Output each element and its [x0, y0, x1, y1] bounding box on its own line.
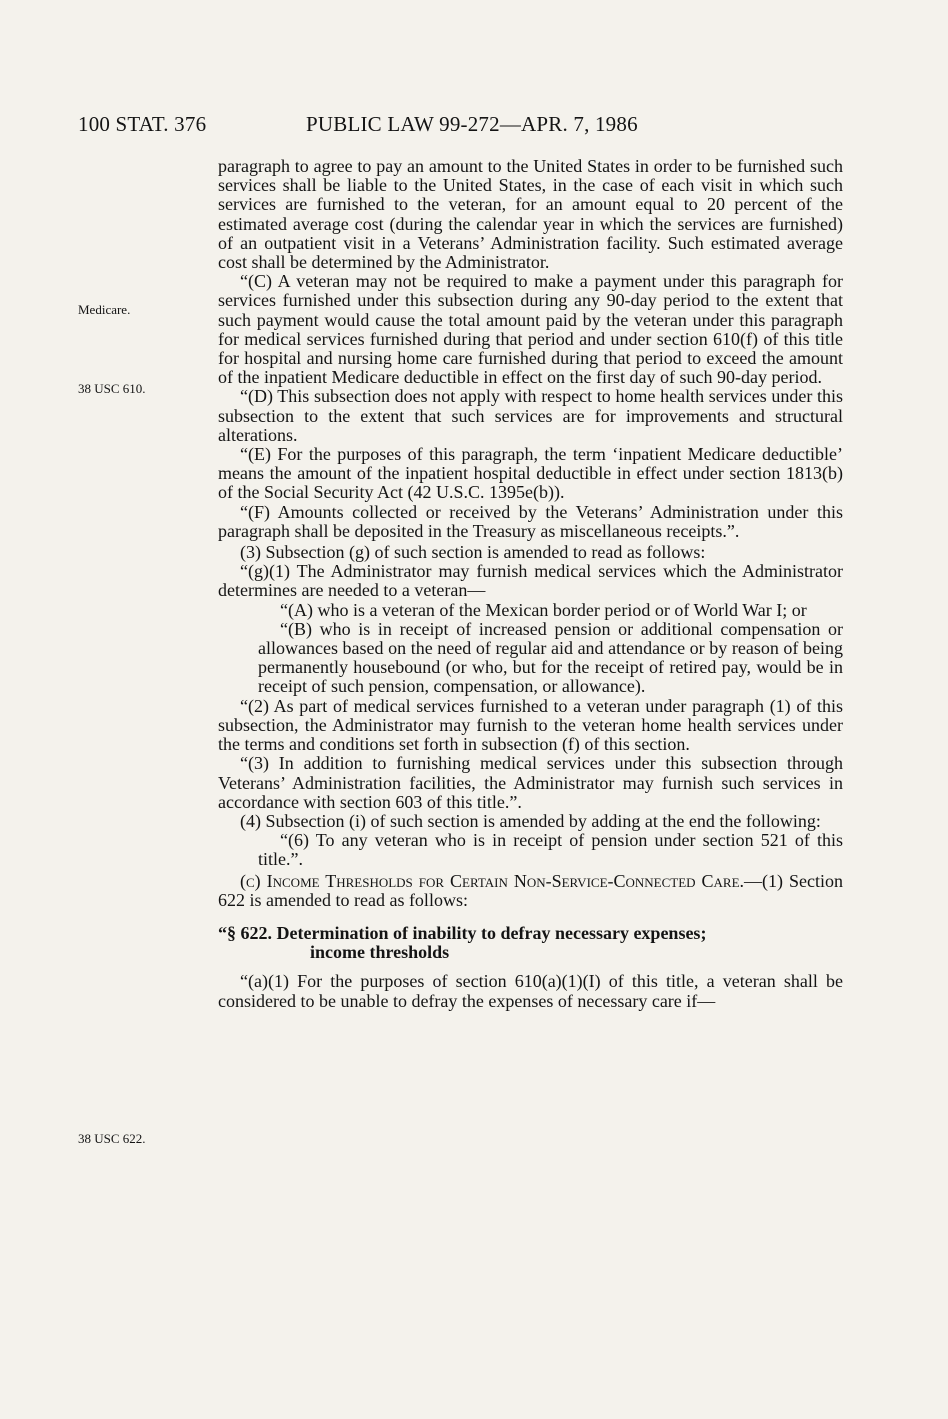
- paragraph: paragraph to agree to pay an amount to the United States in order to be furnished such services shall be liable to the United States, in the case of each visit in which such services are furnished to the veteran, for an amount equal to 20 percent of the estimated average cost (during the calendar year in which the services are furnished) of an outpatient visit in a Veterans’ Administration facility. Such estimated average cost shall be determined by the Administrator.: [218, 156, 843, 273]
- paragraph-e: “(E) For the purposes of this paragraph, the term ‘inpatient Medicare deductible’ means the amount of the inpatient hospital deductible in effect under section 1813(b) of the Social Security Act (42 U.S.C. 1395e(b)).: [218, 444, 843, 503]
- paragraph-g1-a: “(A) who is a veteran of the Mexican border period or of World War I; or: [280, 599, 807, 620]
- paragraph-income-thresholds: [218, 872, 843, 910]
- paragraph-c: “(C) A veteran may not be required to make a payment under this paragraph for services furnished under this subsection during any 90-day period to the extent that such payment would cause the total amount paid by the veteran under this paragraph for medical services furnished during that period and under section 610(f) of this title for hospital and nursing home care furnished during that period to exceed the amount of the inpatient Medicare deductible in effect on the first day of such 90-day period.: [218, 271, 843, 388]
- paragraph-a1: “(a)(1) For the purposes of section 610(a)(1)(I) of this title, a veteran shall be considered to be unable to defray the expenses of necessary care if—: [218, 971, 843, 1011]
- paragraph-g3: “(3) In addition to furnishing medical services under this subsection through Veterans’ Administration facilities, the Administrator may furnish such services in accordance with section 603 of this title.”.: [218, 753, 843, 812]
- paragraph-d: “(D) This subsection does not apply with respect to home health services under this subsection to the extent that such services are for improvements and structural alterations.: [218, 386, 843, 445]
- subsection-heading-rest: —(1) Section 622 is amended to read as follows:: [218, 870, 843, 910]
- paragraph-subsection-g-amend: (3) Subsection (g) of such section is amended to read as follows:: [240, 542, 706, 563]
- running-title: PUBLIC LAW 99-272—APR. 7, 1986: [306, 112, 638, 136]
- margin-note-38-usc-622: 38 USC 622.: [78, 1131, 146, 1146]
- subsection-heading: (c) Income Thresholds for Certain Non-Service-Connected Care.: [240, 870, 745, 891]
- paragraph-g1: “(g)(1) The Administrator may furnish medical services which the Administrator determines are needed to a veteran—: [218, 561, 843, 601]
- paragraph-g2: “(2) As part of medical services furnished to a veteran under paragraph (1) of this subsection, the Administrator may furnish to the veteran home health services under the terms and conditions set forth in subsection (f) of this section.: [218, 695, 843, 755]
- margin-note-medicare: Medicare.: [78, 302, 131, 317]
- section-heading-line-1: “§ 622. Determination of inability to defray necessary expenses;: [218, 922, 707, 943]
- page-number: 100 STAT. 376: [78, 112, 207, 136]
- paragraph-g1-b: “(B) who is in receipt of increased pension or additional compensation or allowances based on the need of regular aid and attendance or by reason of being permanently housebound (or who, but for the receipt of retired pay, would be in receipt of such pension, compensation, or allowance).: [258, 618, 843, 697]
- body-text: [218, 157, 843, 1011]
- paragraph-f: “(F) Amounts collected or received by the Veterans’ Administration under this paragraph shall be deposited in the Treasury as miscellaneous receipts.”.: [218, 501, 843, 541]
- paragraph-subsection-i-amend: (4) Subsection (i) of such section is amended by adding at the end the following:: [240, 810, 821, 831]
- margin-note-38-usc-610: 38 USC 610.: [78, 381, 146, 396]
- section-heading-line-2: income thresholds: [310, 942, 450, 963]
- page-header: [78, 112, 848, 142]
- section-heading: [218, 924, 843, 962]
- paragraph-i6: “(6) To any veteran who is in receipt of pension under section 521 of this title.”.: [258, 830, 843, 870]
